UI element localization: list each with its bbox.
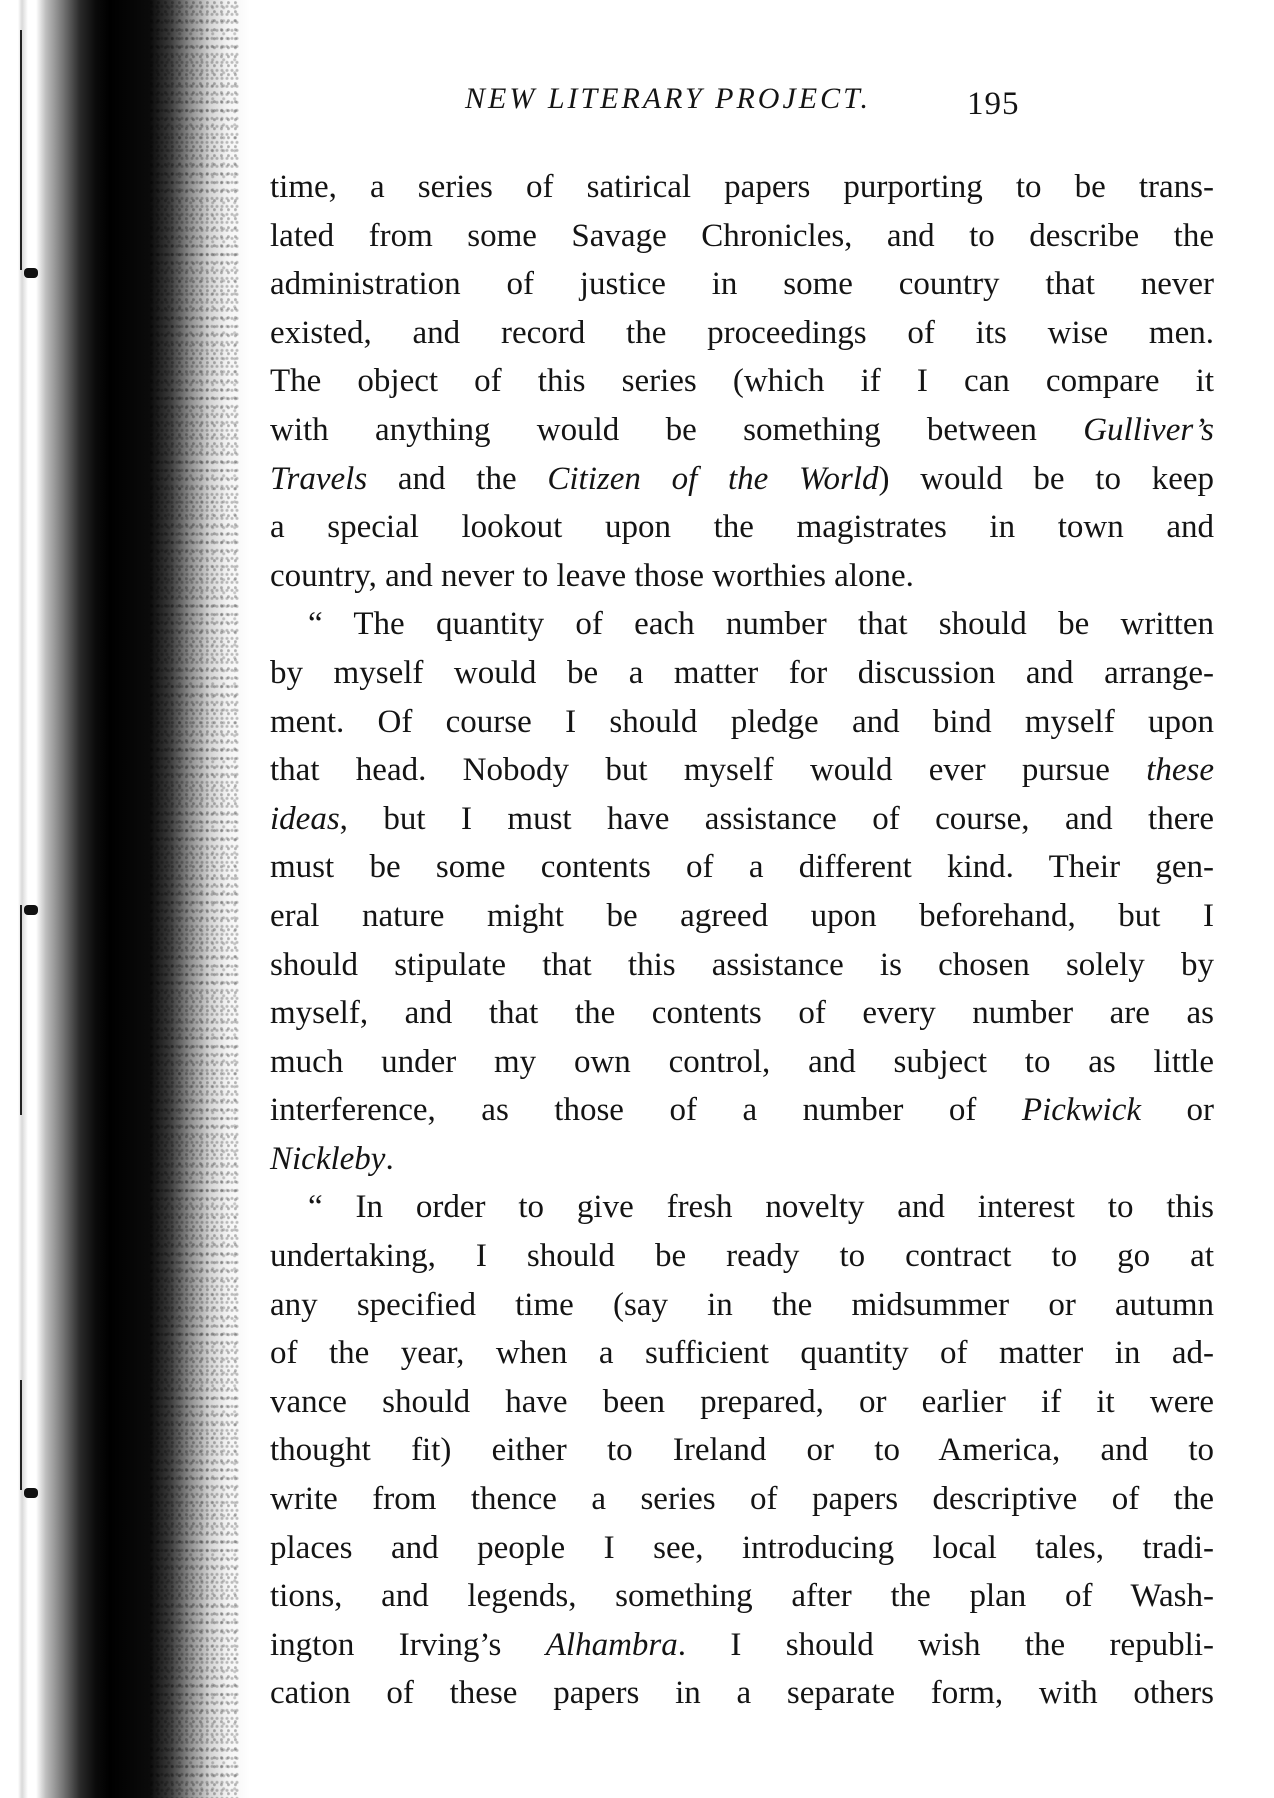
text-line: The object of this series (which if I can compare it bbox=[270, 363, 1214, 400]
margin-rule-top bbox=[20, 30, 22, 270]
italic-title: Pickwick bbox=[1021, 1092, 1141, 1129]
text-line: country, and never to leave those worthies alone. bbox=[270, 557, 914, 594]
text-line: by myself would be a matter for discussion and arrange- bbox=[270, 654, 1214, 691]
body-text bbox=[270, 163, 1214, 1718]
paragraph-start-line: “ In order to give fresh novelty and interest to this bbox=[308, 1189, 1214, 1226]
text-line: any specified time (say in the midsummer or autumn bbox=[270, 1286, 1214, 1323]
text-line: tions, and legends, something after the plan of Wash- bbox=[270, 1578, 1214, 1615]
italic-emphasis: ideas bbox=[270, 800, 340, 837]
margin-mark bbox=[24, 1488, 38, 1498]
text-line: with anything would be something between Gulliver’s bbox=[270, 411, 1214, 448]
text-line: much under my own control, and subject to as little bbox=[270, 1043, 1214, 1080]
italic-title: Gulliver’s bbox=[1083, 411, 1214, 448]
text-line: cation of these papers in a separate form, with others bbox=[270, 1675, 1214, 1712]
text-line: Nickleby. bbox=[270, 1140, 394, 1177]
margin-mark bbox=[24, 268, 38, 278]
text-line: undertaking, I should be ready to contract to go at bbox=[270, 1238, 1214, 1275]
page-number: 195 bbox=[967, 86, 1020, 122]
scan-noise bbox=[150, 0, 240, 1798]
running-head bbox=[270, 68, 1220, 124]
text-line: existed, and record the proceedings of its wise men. bbox=[270, 314, 1214, 351]
text-line: a special lookout upon the magistrates in town and bbox=[270, 509, 1214, 546]
margin-mark bbox=[24, 905, 38, 915]
text-line: myself, and that the contents of every number are as bbox=[270, 995, 1214, 1032]
text-line: ment. Of course I should pledge and bind myself upon bbox=[270, 703, 1214, 740]
text-line: ideas, but I must have assistance of course, and there bbox=[270, 800, 1214, 837]
italic-emphasis: these bbox=[1146, 752, 1214, 789]
text-line: must be some contents of a different kind. Their gen- bbox=[270, 849, 1214, 886]
running-title: NEW LITERARY PROJECT. bbox=[465, 82, 872, 115]
text-line: thought fit) either to Ireland or to America, and to bbox=[270, 1432, 1214, 1469]
paragraph-start-line: “ The quantity of each number that should be written bbox=[308, 606, 1214, 643]
text-line: vance should have been prepared, or earlier if it were bbox=[270, 1383, 1214, 1420]
text-line: that head. Nobody but myself would ever pursue these bbox=[270, 752, 1214, 789]
italic-title: Nickleby bbox=[270, 1140, 386, 1177]
text-line: eral nature might be agreed upon beforehand, but I bbox=[270, 897, 1214, 934]
margin-rule-middle bbox=[20, 905, 22, 1115]
text-line: lated from some Savage Chronicles, and to describe the bbox=[270, 217, 1214, 254]
text-line: interference, as those of a number of Pickwick or bbox=[270, 1092, 1214, 1129]
text-line: Travels and the Citizen of the World) would be to keep bbox=[270, 460, 1214, 497]
italic-title: Alhambra bbox=[545, 1626, 678, 1663]
text-line: ington Irving’s Alhambra. I should wish the republi- bbox=[270, 1626, 1214, 1663]
text-line: places and people I see, introducing local tales, tradi- bbox=[270, 1529, 1214, 1566]
text-line: write from thence a series of papers descriptive of the bbox=[270, 1481, 1214, 1518]
text-line: should stipulate that this assistance is chosen solely by bbox=[270, 946, 1214, 983]
text-line: time, a series of satirical papers purporting to be trans- bbox=[270, 169, 1214, 205]
italic-title: Travels bbox=[270, 460, 368, 497]
text-line: of the year, when a sufficient quantity of matter in ad- bbox=[270, 1335, 1214, 1372]
text-line: administration of justice in some country that never bbox=[270, 266, 1214, 303]
italic-title: Citizen of the World bbox=[547, 460, 879, 497]
margin-rule-bottom bbox=[20, 1380, 22, 1490]
book-page bbox=[270, 68, 1220, 1712]
